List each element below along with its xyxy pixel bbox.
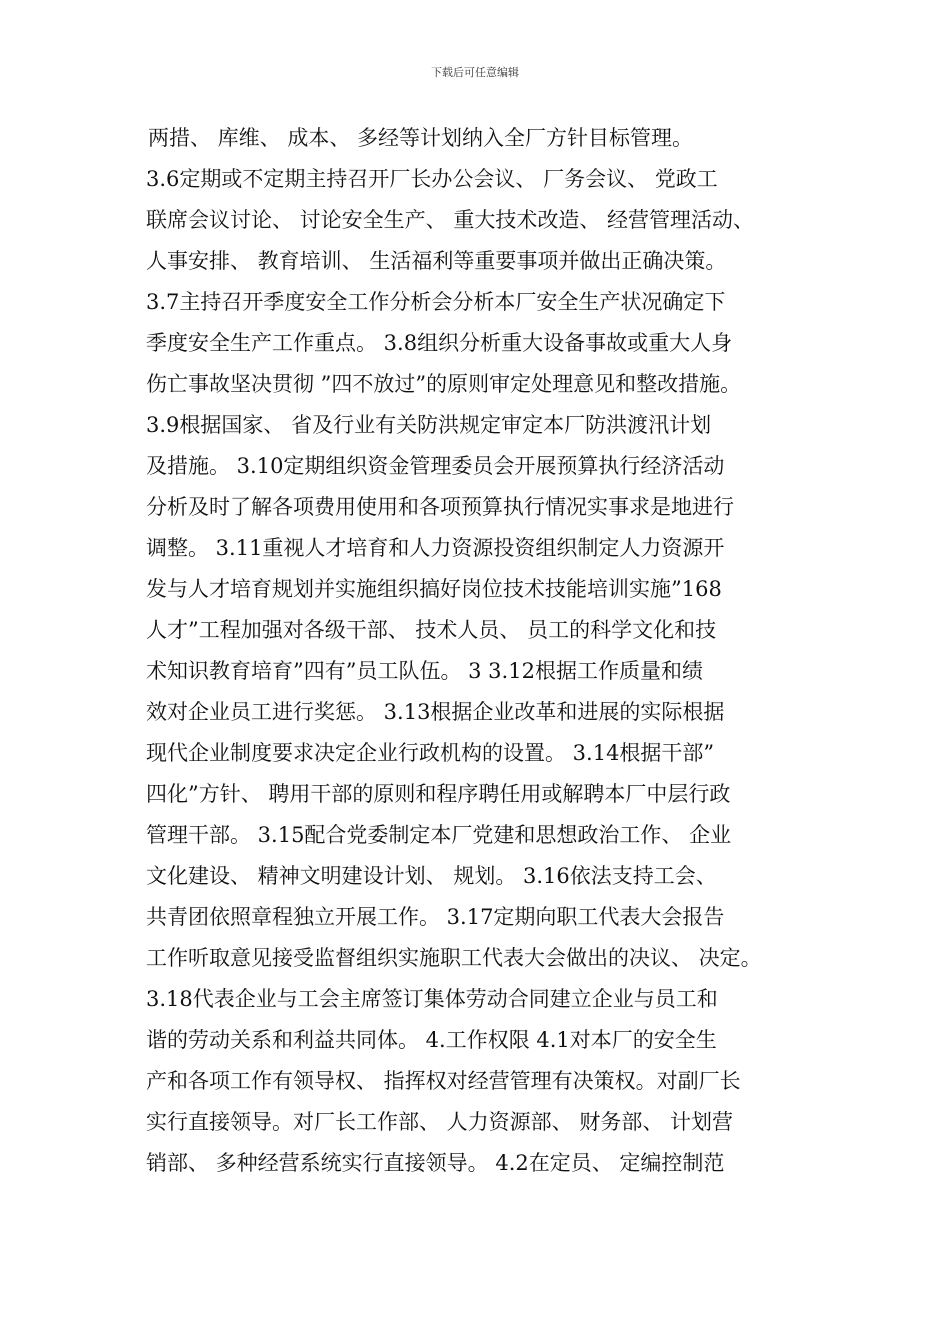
text-line: 实行直接领导。对厂长工作部、 人力资源部、 财务部、 计划营 (146, 1110, 734, 1134)
text-line: 谐的劳动关系和利益共同体。 4.工作权限 4.1对本厂的安全生 (146, 1028, 717, 1052)
text-line: 人事安排、 教育培训、 生活福利等重要事项并做出正确决策。 (146, 249, 727, 273)
text-line: 季度安全生产工作重点。 3.8组织分析重大设备事故或重大人身 (146, 331, 733, 355)
text-line: 联席会议讨论、 讨论安全生产、 重大技术改造、 经营管理活动、 (146, 208, 755, 232)
text-line: 3.6定期或不定期主持召开厂长办公会议、 厂务会议、 党政工 (146, 167, 718, 191)
text-line: 3.18代表企业与工会主席签订集体劳动合同建立企业与员工和 (146, 987, 718, 1011)
text-line: 分析及时了解各项费用使用和各项预算执行情况实事求是地进行 (146, 495, 734, 519)
text-line: 销部、 多种经营系统实行直接领导。 4.2在定员、 定编控制范 (146, 1151, 725, 1175)
text-line: 发与人才培育规划并实施组织搞好岗位技术技能培训实施”168 (146, 577, 722, 601)
text-line: 效对企业员工进行奖惩。 3.13根据企业改革和进展的实际根据 (146, 700, 725, 724)
page-header: 下载后可任意编辑 (431, 66, 519, 79)
text-line: 3.7主持召开季度安全工作分析会分析本厂安全生产状况确定下 (146, 290, 726, 314)
text-line: 两措、 库维、 成本、 多经等计划纳入全厂方针目标管理。 (148, 126, 694, 150)
text-line: 现代企业制度要求决定企业行政机构的设置。 3.14根据干部” (146, 741, 715, 765)
text-line: 产和各项工作有领导权、 指挥权对经营管理有决策权。对副厂长 (146, 1069, 741, 1093)
text-line: 管理干部。 3.15配合党委制定本厂党建和思想政治工作、 企业 (146, 823, 732, 847)
text-line: 调整。 3.11重视人才培育和人力资源投资组织制定人力资源开 (146, 536, 725, 560)
text-line: 文化建设、 精神文明建设计划、 规划。 3.16依法支持工会、 (146, 864, 717, 888)
text-line: 及措施。 3.10定期组织资金管理委员会开展预算执行经济活动 (146, 454, 725, 478)
text-line: 术知识教育培育”四有”员工队伍。 3 3.12根据工作质量和绩 (146, 659, 703, 683)
text-line: 共青团依照章程独立开展工作。 3.17定期向职工代表大会报告 (146, 905, 725, 929)
text-line: 工作听取意见接受监督组织实施职工代表大会做出的决议、 决定。 (146, 946, 762, 970)
text-line: 伤亡事故坚决贯彻 ”四不放过”的原则审定处理意见和整改措施。 (146, 372, 742, 396)
text-line: 3.9根据国家、 省及行业有关防洪规定审定本厂防洪渡汛计划 (146, 413, 712, 437)
text-line: 四化”方针、 聘用干部的原则和程序聘任用或解聘本厂中层行政 (146, 782, 731, 806)
text-line: 人才”工程加强对各级干部、 技术人员、 员工的科学文化和技 (146, 618, 717, 642)
